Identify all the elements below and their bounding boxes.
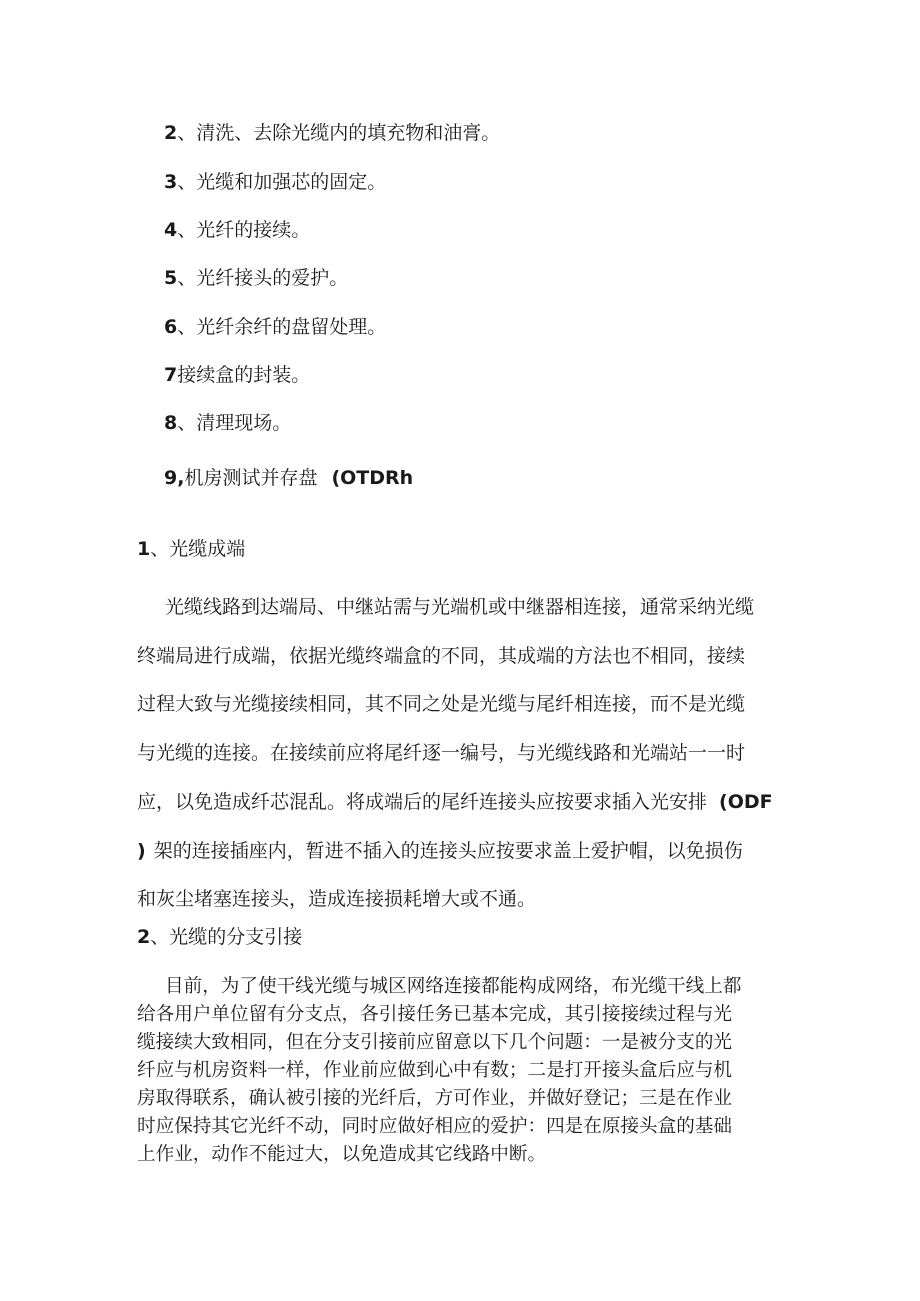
step-text: 、光纤接头的爱护。 xyxy=(177,267,349,289)
step-8 xyxy=(164,411,291,435)
step-number: 6 xyxy=(164,316,178,338)
step-text: 、光缆和加强芯的固定。 xyxy=(177,171,387,193)
step-number: 7 xyxy=(164,364,178,386)
step-text: 、清理现场。 xyxy=(177,412,292,434)
section-title: 、光缆成端 xyxy=(150,538,246,560)
step-text: 机房测试并存盘 xyxy=(184,467,318,489)
paragraph-line: 给各用户单位留有分支点，各引接任务已基本完成，其引接接续过程与光 xyxy=(137,1004,733,1025)
paragraph-line xyxy=(137,778,797,827)
step-3 xyxy=(164,170,386,194)
section-1-heading xyxy=(137,537,245,561)
step-number: 8 xyxy=(164,412,178,434)
step-4 xyxy=(164,218,310,242)
section-number: 2 xyxy=(137,926,151,948)
paragraph-line: 缆接续大致相同，但在分支引接前应留意以下几个问题：一是被分支的光 xyxy=(137,1032,733,1053)
section-2-heading xyxy=(137,925,302,949)
paragraph-line-text: 应，以免造成纤芯混乱。将成端后的尾纤连接头应按要求插入光安排 xyxy=(137,790,708,813)
odf-label: (ODF xyxy=(719,790,773,813)
section-1-paragraph xyxy=(137,583,797,924)
step-9 xyxy=(164,466,413,490)
paragraph-line: 时应保持其它光纤不动，同时应做好相应的爱护：四是在原接头盒的基础 xyxy=(137,1116,733,1137)
step-number: 2 xyxy=(164,122,178,144)
paragraph-line: 房取得联系，确认被引接的光纤后，方可作业，并做好登记；三是在作业 xyxy=(137,1088,733,1109)
step-number: 4 xyxy=(164,219,178,241)
paragraph-line: 终端局进行成端，依据光缆终端盒的不同，其成端的方法也不相同，接续 xyxy=(137,644,746,667)
section-title: 、光缆的分支引接 xyxy=(150,926,303,948)
paragraph-line xyxy=(137,827,797,876)
step-6 xyxy=(164,315,386,339)
step-suffix: (OTDRh xyxy=(331,467,414,489)
section-2-paragraph xyxy=(137,973,797,1169)
step-number: 3 xyxy=(164,171,178,193)
step-text: 接续盒的封装。 xyxy=(177,364,311,386)
step-number: 5 xyxy=(164,267,178,289)
paragraph-line: 上作业，动作不能过大，以免造成其它线路中断。 xyxy=(137,1144,547,1165)
paragraph-line: 光缆线路到达端局、中继站需与光端机或中继器相连接，通常采纳光缆 xyxy=(165,596,755,618)
paragraph-line-text: 架的连接插座内，暂进不插入的连接头应按要求盖上爱护帽，以免损伤 xyxy=(153,839,743,862)
step-7 xyxy=(164,363,310,387)
paragraph-line: 和灰尘堵塞连接头，造成连接损耗增大或不通。 xyxy=(137,888,537,911)
paragraph-line: 目前，为了使干线光缆与城区网络连接都能构成网络，布光缆干线上都 xyxy=(165,976,742,997)
paragraph-line: 过程大致与光缆接续相同，其不同之处是光缆与尾纤相连接，而不是光缆 xyxy=(137,693,746,716)
step-number: 9, xyxy=(164,467,185,489)
step-5 xyxy=(164,266,348,290)
odf-close: ) xyxy=(137,839,146,862)
step-text: 、光纤余纤的盘留处理。 xyxy=(177,316,387,338)
step-text: 、光纤的接续。 xyxy=(177,219,311,241)
step-2 xyxy=(164,121,500,145)
paragraph-line: 纤应与机房资料一样，作业前应做到心中有数；二是打开接头盒后应与机 xyxy=(137,1060,733,1081)
paragraph-line: 与光缆的连接。在接续前应将尾纤逐一编号，与光缆线路和光端站一一时 xyxy=(137,742,746,765)
step-text: 、清洗、去除光缆内的填充物和油膏。 xyxy=(177,122,501,144)
section-number: 1 xyxy=(137,538,151,560)
